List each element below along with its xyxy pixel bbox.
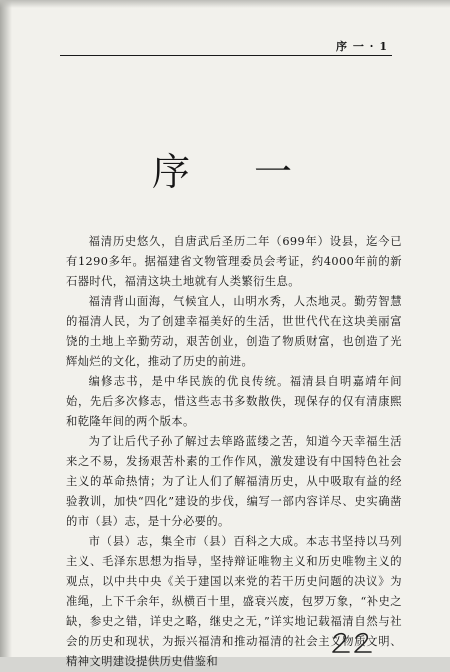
paragraph: 福清背山面海，气候宜人，山明水秀，人杰地灵。勤劳智慧的福清人民，为了创建幸福美好的生活，世世代代在这块美丽富饶的土地上辛勤劳动，艰苦创业，创造了物质财富，也创造了光辉灿烂的文化，推动了历史的前进。 xyxy=(66,295,402,368)
handwritten-page-number xyxy=(328,629,388,655)
scan-shadow-top xyxy=(0,0,450,8)
paragraph: 编修志书，是中华民族的优良传统。福清县自明嘉靖年间始，先后多次修志，惜这些志书多数散佚，现保存的仅有清康熙和乾隆年间的两个版本。 xyxy=(66,375,402,428)
scan-shadow xyxy=(0,0,12,657)
paragraph: 福清历史悠久，自唐武后圣历二年（699年）设县，迄今已有1290多年。据福建省文物管理委员会考证，约4000年前的新石器时代，福清这块土地就有人类繁衍生息。 xyxy=(66,235,402,288)
paragraph: 为了让后代子孙了解过去筚路蓝缕之苦，知道今天幸福生活来之不易，发扬艰苦朴素的工作作风，激发建设有中国特色社会主义的革命热情；为了让人们了解福清历史，从中吸取有益的经验教训，加快“四化”建设的步伐，编写一部内容详尽、史实确凿的市（县）志，是十分必要的。 xyxy=(66,435,402,528)
page-title: 序 一 xyxy=(151,150,319,195)
paragraph: 市（县）志，集全市（县）百科之大成。本志书坚持以马列主义、毛泽东思想为指导，坚持辩证唯物主义和历史唯物主义的观点，以中共中央《关于建国以来党的若干历史问题的决议》为准绳，上下千余年，纵横百十里，盛衰兴废，包罗万象，“补史之缺，参史之错，详史之略，继史之无，”详实地记载福清自然与社会的历史和现状，为振兴福清和推动福清的社会主义物质文明、精神文明建设提供历史借鉴和 xyxy=(66,535,402,668)
body-text xyxy=(66,232,402,672)
running-head: 序 一 · 1 xyxy=(336,40,388,53)
header-rule xyxy=(60,55,392,56)
handwritten-number-drawing xyxy=(328,629,388,655)
